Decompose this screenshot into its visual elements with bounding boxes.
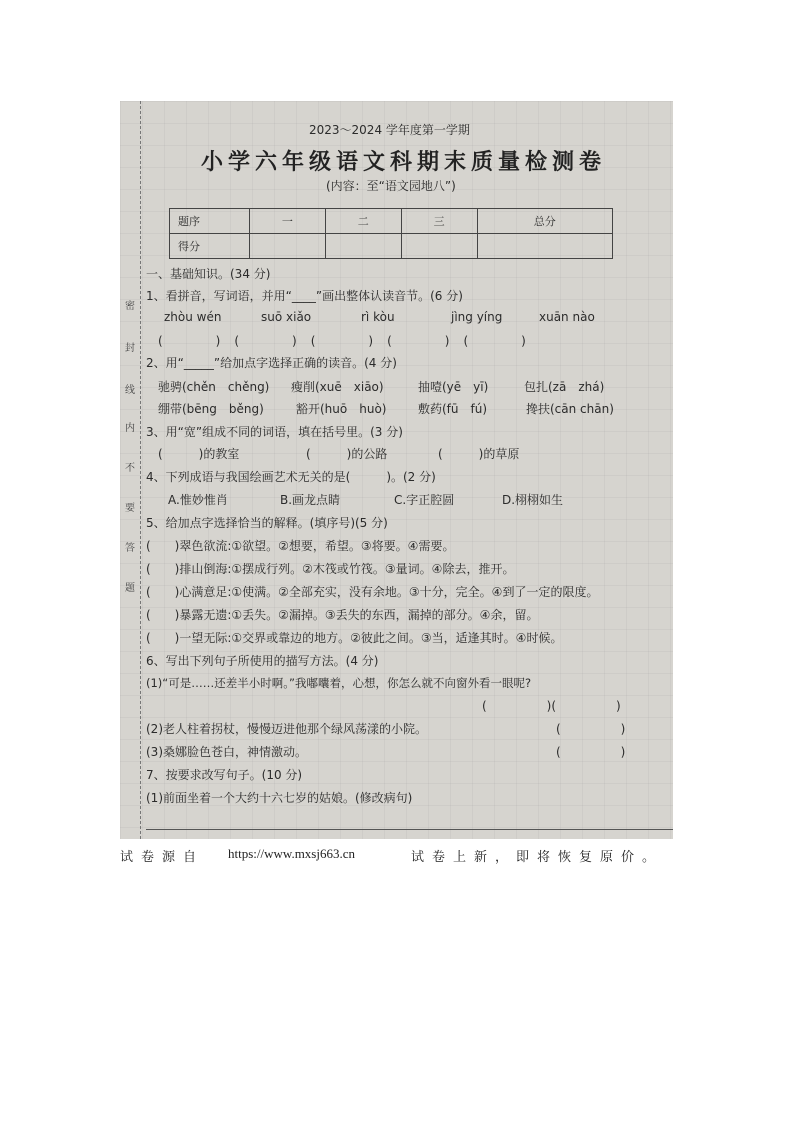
page-divider (146, 829, 673, 830)
reading-choice: 抽噎(yē yī) (418, 380, 489, 394)
sentence: (1)前面坐着一个大约十六七岁的姑娘。(修改病句) (146, 791, 413, 805)
footer-url[interactable]: https://www.mxsj663.cn (228, 846, 355, 861)
reading-choice: 瘦削(xuē xiāo) (291, 380, 384, 394)
reading-choice: 搀扶(cān chān) (526, 402, 614, 416)
exam-photo (120, 101, 673, 839)
answer-blanks: ( )( ) (482, 699, 621, 713)
question-2: 2、用“_____”给加点字选择正确的读音。(4 分) (146, 356, 397, 370)
answer-blank: ( ) (556, 722, 626, 736)
sentence: (3)桑娜脸色苍白，神情激动。 (146, 745, 307, 759)
sentence: (2)老人柱着拐杖，慢慢迈进他那个绿风荡漾的小院。 (146, 722, 428, 736)
binding-char: 题 (125, 583, 135, 594)
fill-item: ( )的教室 (158, 447, 240, 461)
binding-char: 答 (125, 543, 135, 554)
score-row-label: 得分 (170, 234, 250, 259)
pinyin: jìng yíng (451, 310, 503, 324)
exam-scope: (内容：至“语文园地八”) (326, 179, 456, 193)
score-header-cell: 一 (250, 209, 326, 234)
binding-char: 不 (125, 463, 135, 474)
footer-news: 试卷上新，即将恢复原价。 (411, 850, 664, 865)
binding-char: 封 (125, 343, 135, 354)
definition-item: ( )一望无际:①交界或靠边的地方。②彼此之间。③当，适逢其时。④时候。 (146, 631, 563, 645)
sentence: (1)“可是……还差半小时啊。”我嘟囔着，心想，你怎么就不向窗外看一眼呢? (146, 676, 532, 690)
pinyin: suō xiǎo (261, 310, 312, 324)
score-cell (477, 234, 612, 259)
score-cell (325, 234, 401, 259)
reading-choice: 绷带(bēng běng) (158, 402, 264, 416)
option: B.画龙点睛 (280, 493, 341, 507)
question-1: 1、看拼音，写词语，并用“____”画出整体认读音节。(6 分) (146, 289, 463, 303)
fill-item: ( )的草原 (438, 447, 520, 461)
fill-item: ( )的公路 (306, 447, 388, 461)
binding-margin (120, 101, 141, 839)
exam-title: 小学六年级语文科期末质量检测卷 (200, 149, 606, 175)
question-7: 7、按要求改写句子。(10 分) (146, 768, 303, 782)
score-header-cell: 三 (401, 209, 477, 234)
option: D.栩栩如生 (502, 493, 564, 507)
binding-char: 密 (125, 301, 135, 312)
pinyin: rì kòu (361, 310, 395, 324)
pinyin: zhòu wén (164, 310, 222, 324)
answer-blanks: ( ) ( ) ( ) ( ) ( ) (158, 334, 527, 348)
definition-item: ( )排山倒海:①摆成行列。②木筏或竹筏。③量词。④除去，推开。 (146, 562, 515, 576)
definition-item: ( )翠色欲流:①欲望。②想要，希望。③将要。④需要。 (146, 539, 455, 553)
definition-item: ( )心满意足:①使满。②全部充实，没有余地。③十分，完全。④到了一定的限度。 (146, 585, 599, 599)
question-4: 4、下列成语与我国绘画艺术无关的是( )。(2 分) (146, 470, 436, 484)
exam-paper (146, 101, 673, 839)
score-cell (401, 234, 477, 259)
option: A.惟妙惟肖 (168, 493, 228, 507)
option: C.字正腔圆 (394, 493, 455, 507)
question-5: 5、给加点字选择恰当的解释。(填序号)(5 分) (146, 516, 388, 530)
answer-blank: ( ) (556, 745, 626, 759)
score-cell (250, 234, 326, 259)
reading-choice: 包扎(zā zhá) (524, 380, 605, 394)
score-header-cell: 二 (325, 209, 401, 234)
section-heading: 一、基础知识。(34 分) (146, 267, 271, 281)
binding-char: 内 (125, 423, 135, 434)
definition-item: ( )暴露无遗:①丢失。②漏掉。③丢失的东西，漏掉的部分。④余，留。 (146, 608, 539, 622)
reading-choice: 驰骋(chěn chěng) (158, 380, 270, 394)
score-header-cell: 题序 (170, 209, 250, 234)
score-table (169, 208, 613, 259)
pinyin: xuān nào (539, 310, 595, 324)
exam-year-term: 2023～2024 学年度第一学期 (309, 123, 470, 137)
score-header-cell: 总分 (477, 209, 612, 234)
binding-char: 要 (125, 503, 135, 514)
question-6: 6、写出下列句子所使用的描写方法。(4 分) (146, 654, 379, 668)
reading-choice: 敷药(fū fú) (418, 402, 488, 416)
question-3: 3、用“宽”组成不同的词语，填在括号里。(3 分) (146, 425, 403, 439)
binding-char: 线 (125, 385, 135, 396)
reading-choice: 豁开(huō huò) (296, 402, 387, 416)
footer-source: 试卷源自 (120, 850, 205, 865)
